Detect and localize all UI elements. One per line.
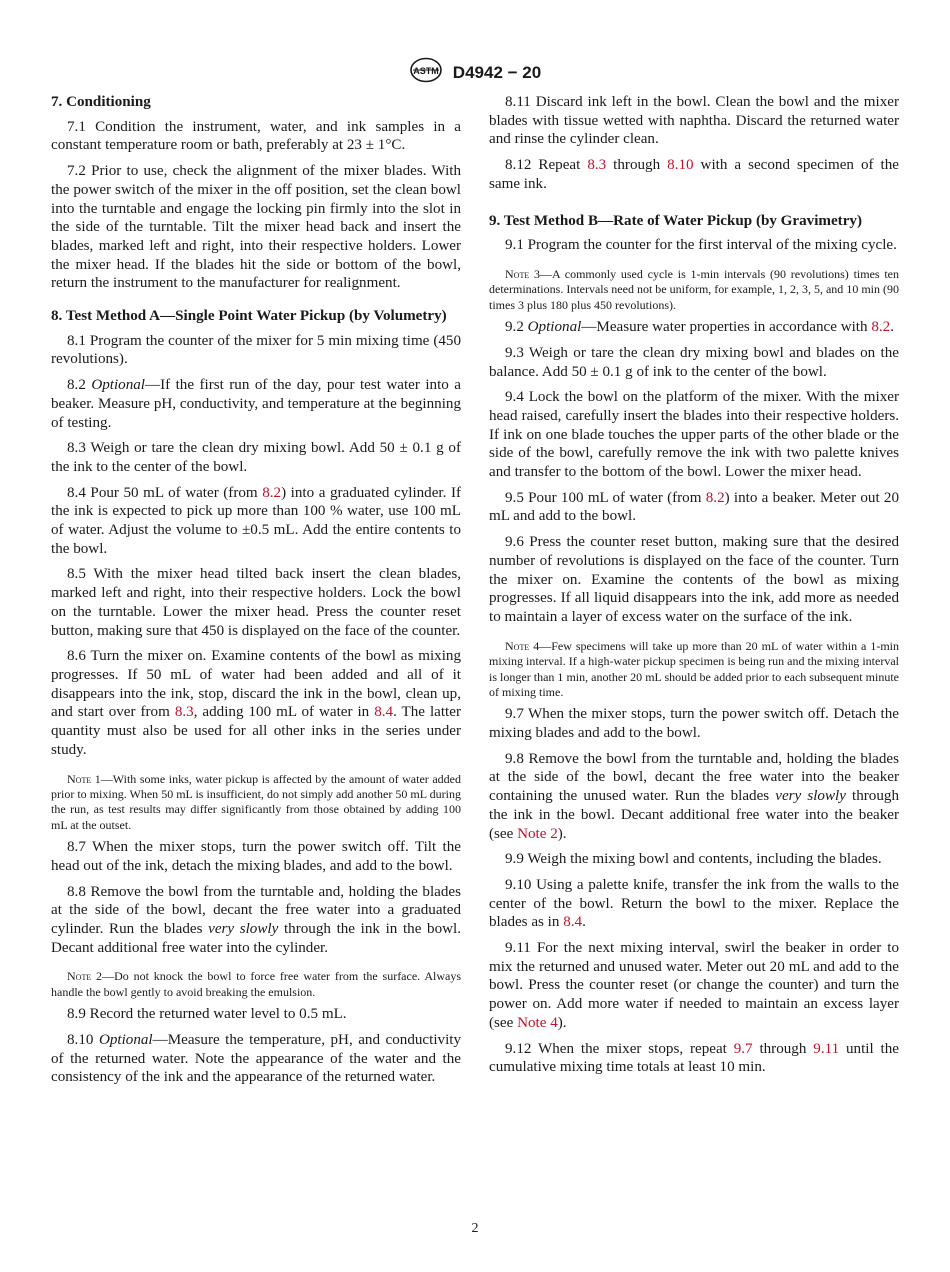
para-9-9: 9.9 Weigh the mixing bowl and contents, including the blades.: [505, 851, 882, 868]
right-column: [489, 93, 899, 1084]
para-9-5: 9.5 Pour 100 mL of water (from 8.2) into a beaker. Meter out 20 mL and add to the bowl.: [489, 489, 900, 525]
para-8-10: 8.10 Optional—Measure the temperature, pH, and conductivity of the returned water. Note the appearance of the water and the consistency of the ink and the appearance of the returned water.: [51, 1031, 461, 1086]
ref-link[interactable]: 8.2: [262, 484, 282, 501]
ref-link[interactable]: 9.11: [813, 1040, 840, 1057]
para-9-3: 9.3 Weigh or tare the clean dry mixing bowl and blades on the balance. Add 50 ± 0.1 g of ink to the center of the bowl.: [489, 344, 899, 380]
para-9-12: 9.12 When the mixer stops, repeat 9.7 through 9.11 until the cumulative mixing time totals at least 10 min.: [489, 1040, 899, 1076]
ref-link[interactable]: Note 2: [517, 825, 558, 842]
section-7-heading: 7. Conditioning: [51, 94, 151, 110]
section-8-heading: 8. Test Method A—Single Point Water Pickup (by Volumetry): [51, 308, 447, 325]
para-8-6: 8.6 Turn the mixer on. Examine contents of the bowl as mixing progresses. If 50 mL of water had been added and all of it disappears into the ink, stop, discard the ink in the bowl, clean up, and start over from 8.3, adding 100 mL of water in 8.4. The latter quantity must also be used for all other inks in the series under study.: [51, 648, 461, 758]
para-9-8: 9.8 Remove the bowl from the turntable and, holding the blades at the side of the bowl, decant the free water into the beaker containing the unused water. Run the blades very slowly through the ink in the bowl. Decant additional free water into the beaker (see Note 2).: [489, 750, 899, 842]
para-7-2: 7.2 Prior to use, check the alignment of the mixer blades. With the power switch of the mixer in the off position, set the clean bowl into the turntable and engage the locking pin firmly into the slot in the side of the turntable. Tilt the mixer head back and insert the blades, marked left and right, into their respective holders. Lower the mixer head. If the blades hit the side or bottom of the bowl, return the instrument to the manufacturer for realignment.: [51, 163, 461, 292]
designation: D4942 − 20: [452, 62, 542, 82]
para-9-7: 9.7 When the mixer stops, turn the power switch off. Detach the mixing blades and add to the bowl.: [489, 706, 899, 742]
note-4: Note 4—Few specimens will take up more than 20 mL of water within a 1-min mixing interval. If a high-water pickup specimen is being run and the mixing interval is longer than 1 min, another 20 mL should be added prior to each subsequent minute of mixing time.: [489, 638, 899, 699]
para-7-1: 7.1 Condition the instrument, water, and ink samples in a constant temperature room or bath, preferably at 23 ± 1°C.: [51, 118, 461, 154]
para-8-2: 8.2 Optional—If the first run of the day, pour test water into a beaker. Measure pH, conductivity, and temperature at the beginning of testing.: [51, 377, 462, 431]
para-8-1: 8.1 Program the counter of the mixer for 5 min mixing time (450 revolutions).: [51, 332, 461, 368]
section-9-heading: 9. Test Method B—Rate of Water Pickup (by Gravimetry): [489, 212, 862, 229]
page-number: 2: [471, 1221, 479, 1236]
note-2: Note 2—Do not knock the bowl to force free water from the surface. Always handle the bowl gently to avoid breaking the emulsion.: [51, 969, 462, 999]
para-8-11: 8.11 Discard ink left in the bowl. Clean the bowl and the mixer blades with tissue wetted with naphtha. Discard the returned water and rinse the cylinder clean.: [489, 94, 899, 148]
ref-link[interactable]: 9.7: [733, 1040, 753, 1057]
para-8-3: 8.3 Weigh or tare the clean dry mixing bowl. Add 50 ± 0.1 g of the ink to the center of the bowl.: [51, 440, 461, 475]
para-9-4: 9.4 Lock the bowl on the platform of the mixer. With the mixer head raised, carefully insert the blades into their respective holders. If ink on one blade touches the upper parts of the other blade or the side of the bowl, carefully remove the ink with two palette knives and transfer to the bottom of the bowl. Lower the mixer head.: [489, 389, 899, 481]
ref-link[interactable]: Note 4: [517, 1014, 558, 1031]
ref-link[interactable]: 8.4: [374, 704, 394, 721]
para-8-7: 8.7 When the mixer stops, turn the power switch off. Tilt the head out of the ink, detach the mixing blades, and add to the bowl.: [51, 839, 461, 874]
para-8-9: 8.9 Record the returned water level to 0.5 mL.: [67, 1006, 347, 1023]
ref-link[interactable]: 8.2: [705, 489, 725, 506]
ref-link[interactable]: 8.4: [563, 914, 583, 931]
ref-link[interactable]: 8.10: [667, 157, 694, 174]
para-9-6: 9.6 Press the counter reset button, making sure that the desired number of revolutions is displayed on the face of the counter. Turn the mixer on. Examine the contents of the bowl as mixing progresses. If all liquid disappears into the ink, add more as needed to maintain a layer of excess water on the surface of the ink.: [489, 534, 899, 625]
para-9-2: 9.2 Optional—Measure water properties in accordance with 8.2.: [505, 319, 894, 336]
para-9-11: 9.11 For the next mixing interval, swirl the beaker in order to mix the returned and unused water. Meter out 20 mL and add to the bowl. Press the counter reset (or change the counter) and turn the power on. Add more water if needed to maintain an excess layer (see Note 4).: [489, 940, 899, 1031]
ref-link[interactable]: 8.2: [871, 319, 891, 336]
page-header: [0, 57, 950, 88]
para-8-12: 8.12 Repeat 8.3 through 8.10 with a second specimen of the same ink.: [489, 157, 899, 192]
para-9-1: 9.1 Program the counter for the first interval of the mixing cycle.: [505, 237, 897, 254]
para-8-4: 8.4 Pour 50 mL of water (from 8.2) into a graduated cylinder. If the ink is expected to pick up more than 100 % water, use 100 mL of water. Adjust the volume to ±0.5 mL. Add the entire contents to the bowl.: [51, 484, 461, 557]
note-3: Note 3—A commonly used cycle is 1-min intervals (90 revolutions) times ten determinations. Intervals need not be uniform, for example, 1, 2, 3, 5, and 10 min (90 times 3 plus 180 plus 450 revolutions).: [489, 266, 900, 312]
ref-link[interactable]: 8.3: [174, 704, 194, 721]
para-8-8: 8.8 Remove the bowl from the turntable and, holding the blades at the side of the bowl, decant the free water into a graduated cylinder. Run the blades very slowly through the ink in the bowl. Decant additional free water into the cylinder.: [51, 883, 461, 956]
astm-logo-icon: [409, 57, 443, 88]
ref-link[interactable]: 8.3: [587, 157, 607, 174]
note-1: Note 1—With some inks, water pickup is affected by the amount of water added prior to mixing. When 50 mL is insufficient, do not simply add another 50 mL during the run, as test results may differ significantly from those obtained by adding 100 mL at the outset.: [51, 771, 461, 832]
logo-text: ASTM: [413, 66, 439, 76]
left-column: [51, 93, 461, 1094]
para-8-5: 8.5 With the mixer head tilted back insert the clean blades, marked left and right, into their respective holders. Lock the bowl on the turntable. Lower the mixer head. Press the counter reset button, making sure that 450 is displayed on the face of the counter.: [51, 566, 461, 639]
para-9-10: 9.10 Using a palette knife, transfer the ink from the walls to the center of the bowl. Return the bowl to the mixer. Replace the blades as in 8.4.: [489, 876, 899, 931]
